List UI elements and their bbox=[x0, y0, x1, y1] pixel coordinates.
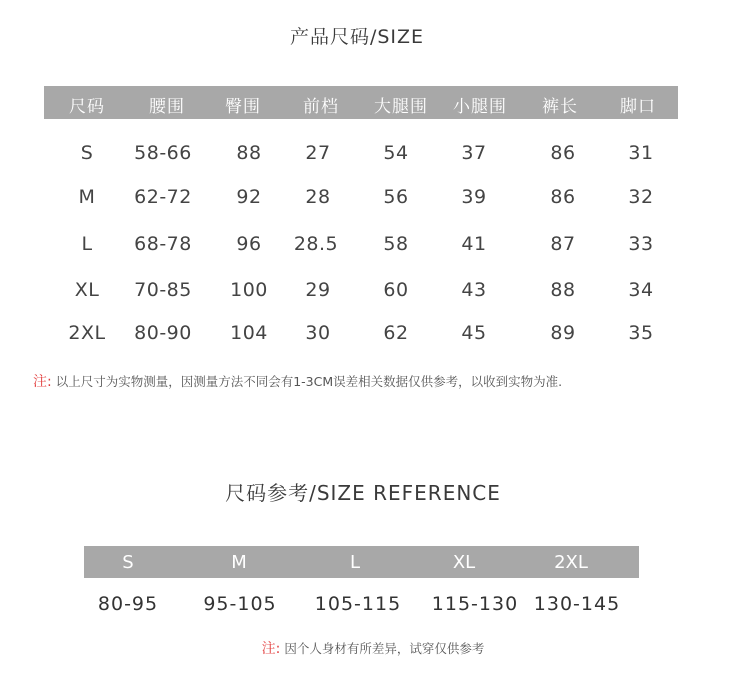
measurement-note bbox=[33, 371, 562, 391]
table-cell: 33 bbox=[628, 233, 654, 255]
reference-table-header bbox=[84, 546, 639, 578]
table-cell: L bbox=[81, 233, 93, 255]
table-cell: 96 bbox=[236, 233, 262, 255]
table-cell: 92 bbox=[236, 186, 262, 208]
table-cell: 80-90 bbox=[134, 322, 192, 344]
table-cell: 100 bbox=[230, 279, 268, 301]
header-calf: 小腿围 bbox=[453, 97, 507, 117]
table-cell: 45 bbox=[461, 322, 487, 344]
header-length: 裤长 bbox=[542, 97, 578, 117]
table-cell: 29 bbox=[305, 279, 331, 301]
table-cell: 104 bbox=[230, 322, 268, 344]
note-label: 注: bbox=[33, 374, 52, 390]
header-leg-opening: 脚口 bbox=[620, 97, 656, 117]
table-cell: 28 bbox=[305, 186, 331, 208]
table-cell: 86 bbox=[550, 186, 576, 208]
table-cell: 58-66 bbox=[134, 142, 192, 164]
header-hip: 臀围 bbox=[225, 97, 261, 117]
header-size: 尺码 bbox=[69, 97, 105, 117]
size-row-xl bbox=[0, 279, 750, 309]
table-cell: 35 bbox=[628, 322, 654, 344]
table-cell: 62-72 bbox=[134, 186, 192, 208]
size-chart-title: 产品尺码/SIZE bbox=[289, 26, 425, 48]
table-cell: 43 bbox=[461, 279, 487, 301]
ref-header-2xl: 2XL bbox=[554, 552, 588, 573]
ref-value: 115-130 bbox=[431, 593, 519, 615]
table-cell: 87 bbox=[550, 233, 576, 255]
table-cell: 28.5 bbox=[293, 233, 339, 255]
ref-value: 130-145 bbox=[533, 593, 621, 615]
header-waist: 腰围 bbox=[149, 97, 185, 117]
table-cell: M bbox=[78, 186, 96, 208]
table-cell: 62 bbox=[383, 322, 409, 344]
table-cell: 34 bbox=[628, 279, 654, 301]
table-cell: XL bbox=[74, 279, 100, 301]
table-cell: 32 bbox=[628, 186, 654, 208]
ref-value: 105-115 bbox=[314, 593, 402, 615]
table-cell: 86 bbox=[550, 142, 576, 164]
ref-header-s: S bbox=[122, 552, 134, 573]
table-cell: 56 bbox=[383, 186, 409, 208]
size-row-2xl bbox=[0, 322, 750, 352]
table-cell: 88 bbox=[550, 279, 576, 301]
table-cell: 41 bbox=[461, 233, 487, 255]
table-cell: 31 bbox=[628, 142, 654, 164]
size-row-s bbox=[0, 142, 750, 172]
fit-note bbox=[0, 638, 750, 658]
header-thigh: 大腿围 bbox=[374, 97, 428, 117]
table-cell: 37 bbox=[461, 142, 487, 164]
table-cell: 88 bbox=[236, 142, 262, 164]
ref-header-xl: XL bbox=[452, 552, 476, 573]
size-row-l bbox=[0, 233, 750, 263]
table-cell: 30 bbox=[305, 322, 331, 344]
table-cell: 60 bbox=[383, 279, 409, 301]
table-cell: 70-85 bbox=[134, 279, 192, 301]
header-front-rise: 前档 bbox=[303, 97, 339, 117]
note-text: 因个人身材有所差异，试穿仅供参考 bbox=[284, 641, 485, 656]
note-text: 以上尺寸为实物测量，因测量方法不同会有1-3CM误差相关数据仅供参考，以收到实物为准. bbox=[55, 374, 563, 389]
table-cell: 2XL bbox=[68, 322, 106, 344]
reference-values-row bbox=[0, 593, 750, 621]
table-cell: S bbox=[80, 142, 94, 164]
table-cell: 39 bbox=[461, 186, 487, 208]
ref-header-l: L bbox=[349, 552, 361, 573]
table-cell: 27 bbox=[305, 142, 331, 164]
size-table-header bbox=[44, 86, 678, 119]
table-cell: 58 bbox=[383, 233, 409, 255]
ref-header-m: M bbox=[231, 552, 247, 573]
table-cell: 89 bbox=[550, 322, 576, 344]
table-cell: 68-78 bbox=[134, 233, 192, 255]
size-row-m bbox=[0, 186, 750, 216]
ref-value: 80-95 bbox=[97, 593, 159, 615]
ref-value: 95-105 bbox=[203, 593, 277, 615]
size-reference-title: 尺码参考/SIZE REFERENCE bbox=[225, 481, 501, 505]
note-label: 注: bbox=[261, 641, 281, 657]
table-cell: 54 bbox=[383, 142, 409, 164]
